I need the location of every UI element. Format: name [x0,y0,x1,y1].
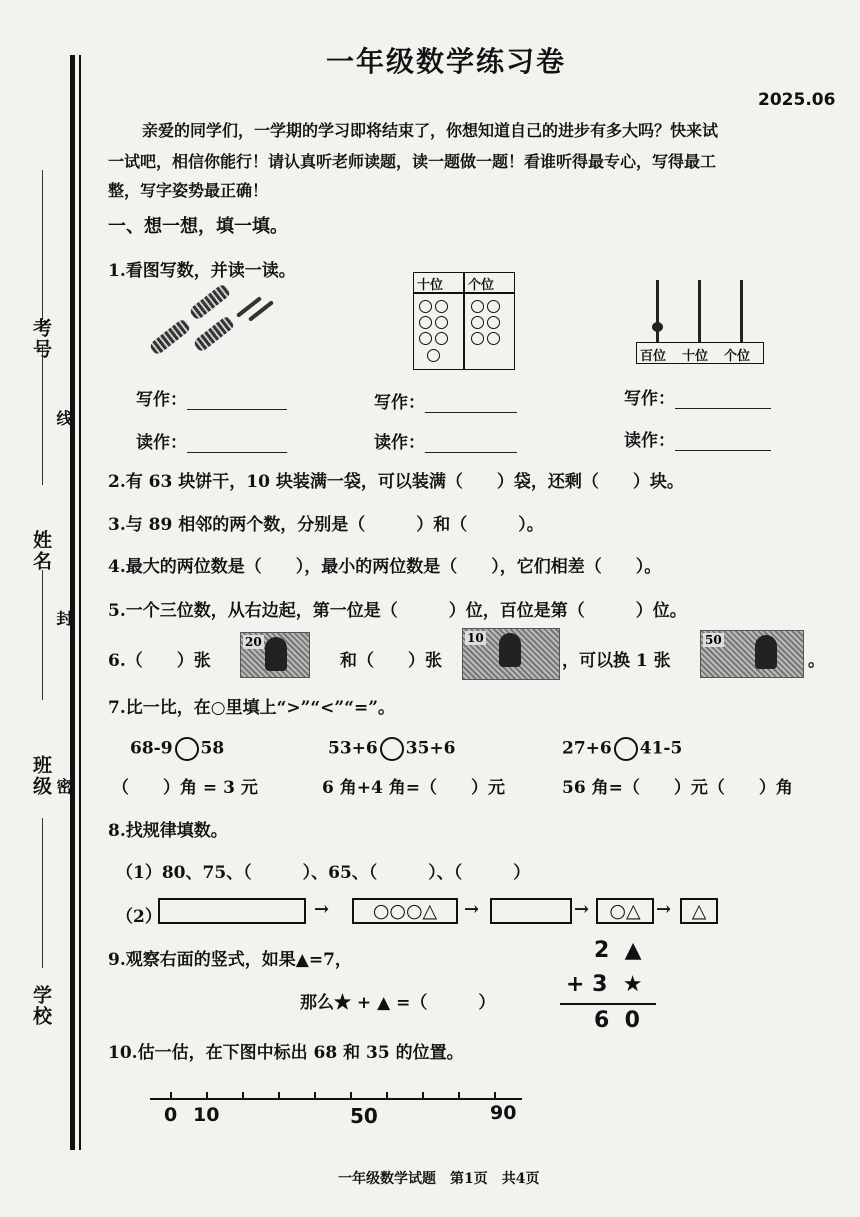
sum-line [560,1003,656,1005]
pattern-box-3[interactable] [490,898,572,924]
pattern-box-5: △ [680,898,718,924]
banknote-20-image: 20 [240,632,310,678]
tick-label-10: 10 [193,1104,220,1126]
label-xian: 线 [54,410,73,428]
abacus-picture [636,280,766,370]
q9-question: 那么★ + ▲ =（ ） [300,993,496,1013]
abacus-hundreds: 百位 [640,349,667,364]
vertical-row-1: 2 ▲ [594,938,642,963]
q1-read-3: 读作： [624,426,771,451]
q10-text: 10.估一估，在下图中标出 68 和 35 的位置。 [108,1043,464,1063]
table-head-tens: 十位 [417,278,444,293]
vertical-row-3: 6 0 [594,1008,640,1033]
arrow-icon: → [464,899,480,920]
q3-text: 3.与 89 相邻的两个数，分别是（ ）和（ ）。 [108,515,544,535]
tick-label-50: 50 [350,1104,378,1128]
q6-end: 。 [808,651,825,671]
vertical-row-2: + 3 ★ [566,972,643,997]
banknote-10-image: 10 [462,628,560,680]
q4-text: 4.最大的两位数是（ ），最小的两位数是（ ），它们相差（ ）。 [108,557,662,577]
abacus-tens: 十位 [682,349,709,364]
q1-text: 1.看图写数，并读一读。 [108,261,296,281]
q6-part-a: 6.（ ）张 [108,651,211,671]
q8-text: 8.找规律填数。 [108,821,228,841]
q1-read-1: 读作： [136,428,287,453]
q8-part-1: （1）80、75、（ ）、65、（ ）、（ ） [116,863,531,883]
place-value-table [413,272,517,370]
q7-compare-3: 27+6 41-5 [562,737,682,761]
intro-line-2: 一试吧，相信你能行！请认真听老师读题，读一题做一题！看谁听得最专心，写得最工 [108,152,717,171]
label-xuexiao: 学校 [30,985,52,1027]
table-head-ones: 个位 [468,278,495,293]
tick-label-90: 90 [490,1102,517,1124]
q7-money-1: （ ）角 = 3 元 [112,778,258,798]
label-feng: 封 [54,610,73,628]
page-title: 一年级数学练习卷 [326,45,567,78]
q7-compare-2: 53+6 35+6 [328,737,455,761]
arrow-icon: → [314,899,330,920]
q1-read-2: 读作： [374,428,517,453]
page-footer: 一年级数学试题 第1页 共4页 [338,1171,540,1187]
q7-money-3: 56 角=（ ）元（ ）角 [562,778,793,798]
q1-write-1: 写作： [136,385,287,410]
pattern-box-4: ○△ [596,898,654,924]
bundles-picture [148,285,288,365]
intro-line-3: 整，写字姿势最正确！ [108,181,269,200]
label-mi: 密 [54,778,73,796]
q6-part-b: 和（ ）张 [340,651,442,671]
section-heading: 一、想一想，填一填。 [108,216,288,237]
abacus-ones: 个位 [724,349,751,364]
label-xingming: 姓名 [30,530,52,572]
banknote-50-image: 50 [700,630,804,678]
arrow-icon: → [574,899,590,920]
q9-text: 9.观察右面的竖式，如果▲=7， [108,950,352,970]
q1-write-2: 写作： [374,388,517,413]
tick-label-0: 0 [164,1104,178,1126]
label-banji: 班级 [30,755,52,797]
compare-circle[interactable] [380,737,404,761]
compare-circle[interactable] [175,737,199,761]
q7-compare-1: 68-9 58 [130,737,224,761]
pattern-box-1[interactable] [158,898,306,924]
q7-text: 7.比一比，在○里填上“>”“<”“=”。 [108,698,395,718]
q7-money-2: 6 角+4 角=（ ）元 [322,778,505,798]
q5-text: 5.一个三位数，从右边起，第一位是（ ）位，百位是第（ ）位。 [108,601,687,621]
label-kaohao: 考号 [30,318,52,360]
q6-part-c: ，可以换 1 张 [562,651,671,671]
pattern-box-2: ○○○△ [352,898,458,924]
compare-circle[interactable] [614,737,638,761]
arrow-icon: → [656,899,672,920]
q2-text: 2.有 63 块饼干，10 块装满一袋，可以装满（ ）袋，还剩（ ）块。 [108,472,684,492]
q8-part-2-label: （2） [116,907,162,927]
date: 2025.06 [758,90,836,110]
q1-write-3: 写作： [624,384,771,409]
intro-line-1: 亲爱的同学们，一学期的学习即将结束了，你想知道自己的进步有多大吗？快来试 [142,121,719,140]
